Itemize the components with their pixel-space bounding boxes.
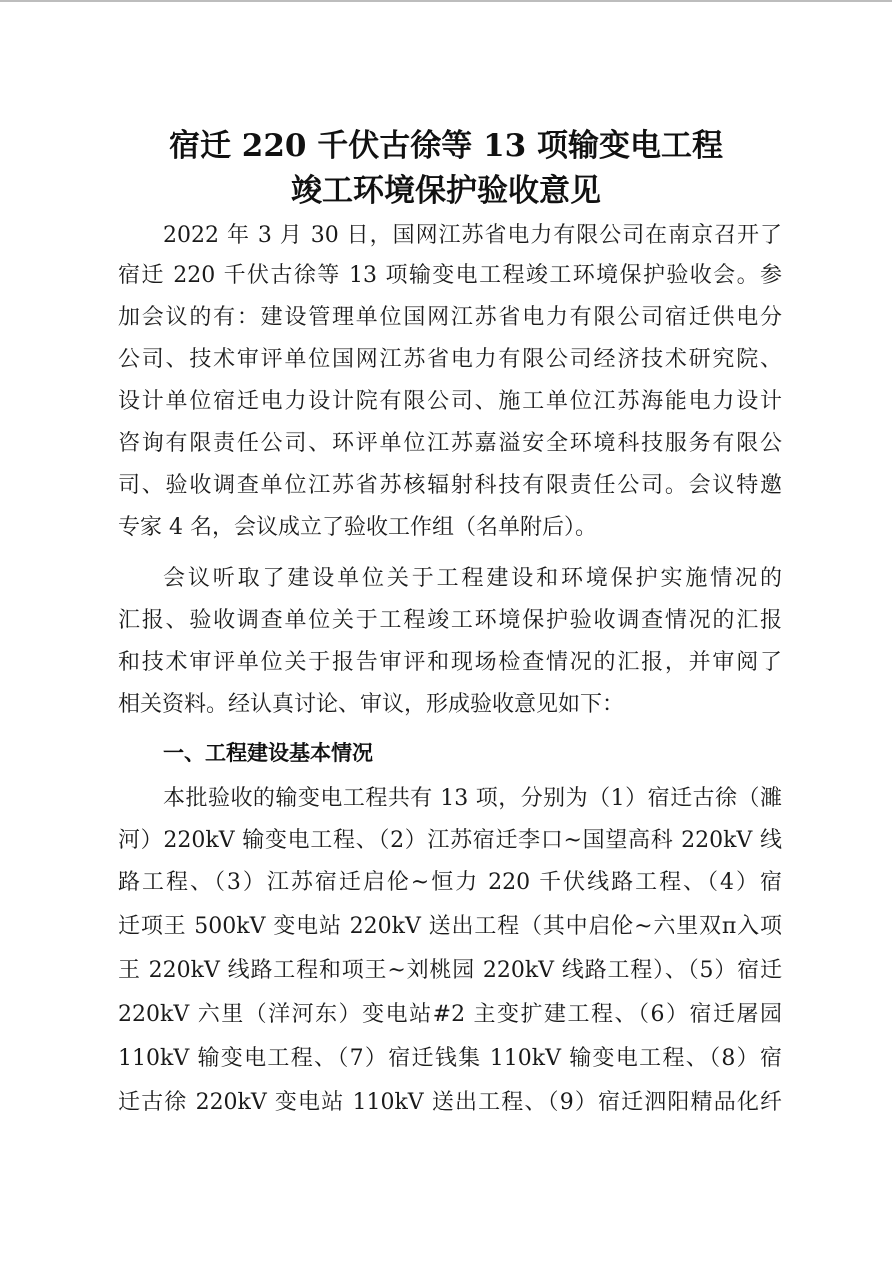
paragraph-line: 汇报、验收调查单位关于工程竣工环境保护验收调查情况的汇报 — [118, 608, 782, 633]
paragraph-line: 迁项王 500kV 变电站 220kV 送出工程（其中启伦~六里双π入项 — [118, 914, 782, 939]
paragraph-line: 司、验收调查单位江苏省苏核辐射科技有限责任公司。会议特邀 — [118, 473, 782, 498]
paragraph-line: 专家 4 名，会议成立了验收工作组（名单附后）。 — [118, 515, 597, 540]
paragraph-line: 和技术审评单位关于报告审评和现场检查情况的汇报，并审阅了 — [118, 650, 782, 675]
paragraph-line: 2022 年 3 月 30 日，国网江苏省电力有限公司在南京召开了 — [163, 223, 782, 248]
paragraph-line: 河）220kV 输变电工程、（2）江苏宿迁李口~国望高科 220kV 线 — [118, 828, 782, 853]
page-top-edge — [0, 0, 892, 2]
paragraph-line: 路工程、（3）江苏宿迁启伦~恒力 220 千伏线路工程、（4）宿 — [118, 870, 782, 895]
paragraph-line: 本批验收的输变电工程共有 13 项，分别为（1）宿迁古徐（濉 — [163, 786, 782, 811]
paragraph-line: 迁古徐 220kV 变电站 110kV 送出工程、（9）宿迁泗阳精品化纤 — [118, 1090, 782, 1115]
section-heading: 一、工程建设基本情况 — [163, 741, 373, 765]
paragraph-line: 王 220kV 线路工程和项王~刘桃园 220kV 线路工程）、（5）宿迁 — [118, 958, 782, 983]
document-title-line-2: 竣工环境保护验收意见 — [291, 173, 601, 209]
paragraph-line: 设计单位宿迁电力设计院有限公司、施工单位江苏海能电力设计 — [118, 389, 782, 414]
document-title-line-1: 宿迁 220 千伏古徐等 13 项输变电工程 — [168, 128, 724, 164]
paragraph-line: 会议听取了建设单位关于工程建设和环境保护实施情况的 — [163, 566, 782, 591]
paragraph-line: 加会议的有：建设管理单位国网江苏省电力有限公司宿迁供电分 — [118, 305, 782, 330]
paragraph-line: 110kV 输变电工程、（7）宿迁钱集 110kV 输变电工程、（8）宿 — [118, 1046, 782, 1071]
paragraph-line: 公司、技术审评单位国网江苏省电力有限公司经济技术研究院、 — [118, 347, 782, 372]
paragraph-line: 220kV 六里（洋河东）变电站#2 主变扩建工程、（6）宿迁屠园 — [118, 1002, 782, 1027]
paragraph-line: 宿迁 220 千伏古徐等 13 项输变电工程竣工环境保护验收会。参 — [118, 263, 782, 288]
paragraph-line: 相关资料。经认真讨论、审议，形成验收意见如下： — [118, 692, 625, 717]
paragraph-line: 咨询有限责任公司、环评单位江苏嘉溢安全环境科技服务有限公 — [118, 431, 782, 456]
